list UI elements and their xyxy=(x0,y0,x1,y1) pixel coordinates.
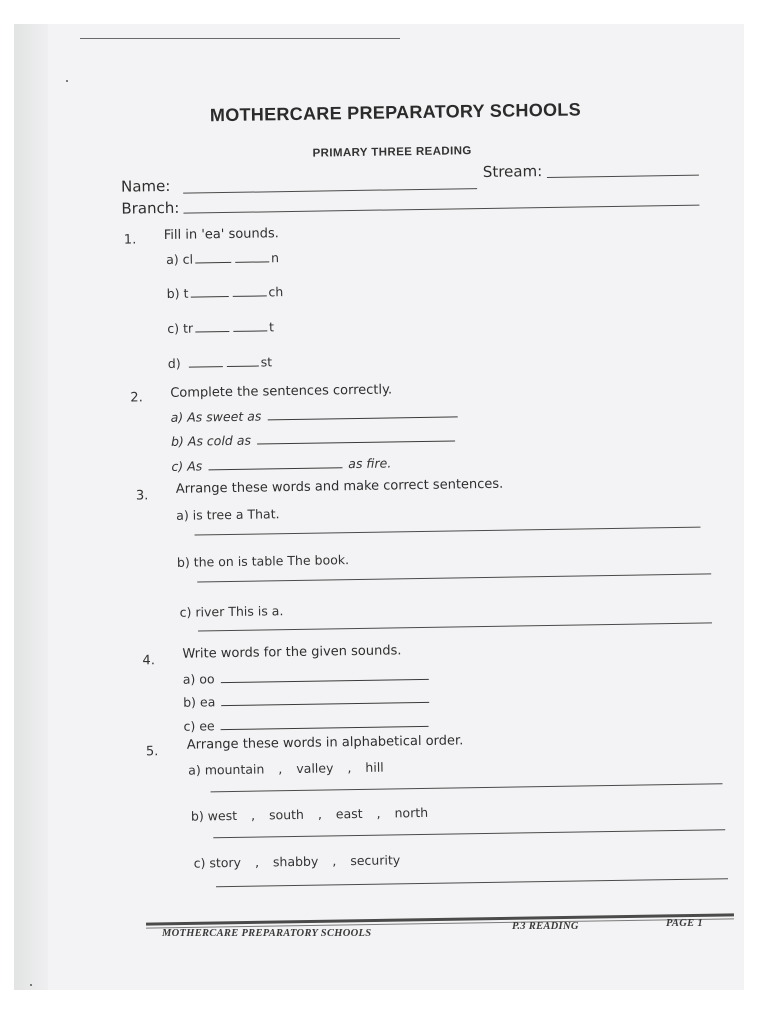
blank[interactable] xyxy=(267,415,457,420)
comma: , xyxy=(317,806,322,822)
q5-instruction: Arrange these words in alphabetical order. xyxy=(186,733,464,753)
footer-subject: P.3 READING xyxy=(512,921,579,932)
q1-item-c-prefix: c) tr xyxy=(167,320,194,336)
comma: , xyxy=(376,805,381,821)
q3-answer-line-b[interactable] xyxy=(197,573,711,582)
q4-item-a-label: a) oo xyxy=(182,671,215,687)
blank[interactable] xyxy=(221,678,429,683)
q1-instruction: Fill in 'ea' sounds. xyxy=(163,226,280,243)
q4-item-a xyxy=(183,668,431,687)
blank[interactable] xyxy=(189,365,223,368)
blank[interactable] xyxy=(195,330,229,333)
q1-item-c xyxy=(167,319,274,336)
q5-item-a-letter: a) xyxy=(188,762,201,778)
subject-title: PRIMARY THREE READING xyxy=(312,145,472,160)
q5-answer-line-b[interactable] xyxy=(213,829,725,838)
q2-item-c-prefix: c) As xyxy=(171,458,203,474)
q2-number: 2. xyxy=(130,390,143,406)
q3-answer-line-c[interactable] xyxy=(198,622,712,631)
q3-instruction: Arrange these words and make correct sentences. xyxy=(175,476,504,497)
blank[interactable] xyxy=(232,294,266,297)
word: south xyxy=(268,806,305,823)
q1-item-b-suffix: ch xyxy=(268,284,284,300)
blank[interactable] xyxy=(221,725,429,730)
blank[interactable] xyxy=(208,466,342,470)
q2-item-a xyxy=(171,405,460,425)
q4-item-c-label: c) ee xyxy=(183,718,215,734)
q4-item-b xyxy=(183,691,431,710)
q5-answer-line-c[interactable] xyxy=(216,878,728,887)
q2-item-a-prefix: a) As sweet as xyxy=(170,408,262,425)
q2-instruction: Complete the sentences correctly. xyxy=(170,382,393,401)
name-field-line[interactable] xyxy=(183,188,477,194)
q3-item-b: b) the on is table The book. xyxy=(176,552,350,570)
comma: , xyxy=(278,761,283,777)
q5-number: 5. xyxy=(145,744,159,760)
q2-item-b xyxy=(171,429,457,448)
word: valley xyxy=(296,760,334,776)
q2-item-c xyxy=(171,455,391,473)
blank[interactable] xyxy=(235,260,269,263)
q4-number: 4. xyxy=(142,653,156,669)
blank[interactable] xyxy=(221,701,429,706)
q1-item-d-suffix: st xyxy=(260,354,273,370)
footer-school: MOTHERCARE PREPARATORY SCHOOLS xyxy=(162,928,372,939)
q2-item-b-prefix: b) As cold as xyxy=(170,432,252,449)
q5-item-c-letter: c) xyxy=(193,855,206,871)
school-title: MOTHERCARE PREPARATORY SCHOOLS xyxy=(209,99,582,126)
word: west xyxy=(207,807,238,824)
q1-item-a-suffix: n xyxy=(270,250,280,266)
word: security xyxy=(350,852,401,869)
q5-item-b xyxy=(191,805,428,824)
word: story xyxy=(209,854,242,871)
q1-item-a-prefix: a) cl xyxy=(166,251,194,267)
q4-instruction: Write words for the given sounds. xyxy=(182,643,402,662)
comma: , xyxy=(332,853,337,869)
word: shabby xyxy=(272,853,319,870)
stream-label: Stream: xyxy=(482,162,543,181)
q1-item-b-prefix: b) t xyxy=(166,285,189,301)
footer-page-number: PAGE 1 xyxy=(666,918,703,929)
stream-field-line[interactable] xyxy=(547,175,699,178)
q3-answer-line-a[interactable] xyxy=(195,527,701,536)
comma: , xyxy=(254,854,260,870)
q3-number: 3. xyxy=(135,488,149,504)
blank[interactable] xyxy=(233,329,267,332)
comma: , xyxy=(250,807,256,823)
branch-field-line[interactable] xyxy=(183,205,699,214)
name-label: Name: xyxy=(120,176,171,196)
word: hill xyxy=(365,759,384,775)
word: east xyxy=(335,805,363,822)
q1-number: 1. xyxy=(123,232,137,248)
word: north xyxy=(394,804,429,821)
q4-item-c xyxy=(183,715,430,734)
q5-item-b-letter: b) xyxy=(190,808,204,824)
q1-item-d xyxy=(168,354,272,371)
word: mountain xyxy=(204,761,265,778)
blank[interactable] xyxy=(195,261,231,264)
q1-item-c-suffix: t xyxy=(268,319,275,335)
branch-label: Branch: xyxy=(121,198,180,218)
q5-answer-line-a[interactable] xyxy=(211,783,723,792)
q5-item-a xyxy=(188,760,384,778)
q4-item-b-label: b) ea xyxy=(183,694,216,710)
q3-item-a: a) is tree a That. xyxy=(176,506,280,523)
blank[interactable] xyxy=(257,439,455,444)
q1-item-b xyxy=(167,284,284,301)
q3-item-c: c) river This is a. xyxy=(179,603,284,620)
blank[interactable] xyxy=(227,365,259,368)
comma: , xyxy=(347,760,352,776)
q1-item-a xyxy=(166,250,279,267)
q2-item-c-suffix: as fire. xyxy=(348,455,392,472)
q5-item-c xyxy=(194,852,401,870)
q1-item-d-prefix: d) xyxy=(167,355,181,371)
blank[interactable] xyxy=(190,295,228,298)
